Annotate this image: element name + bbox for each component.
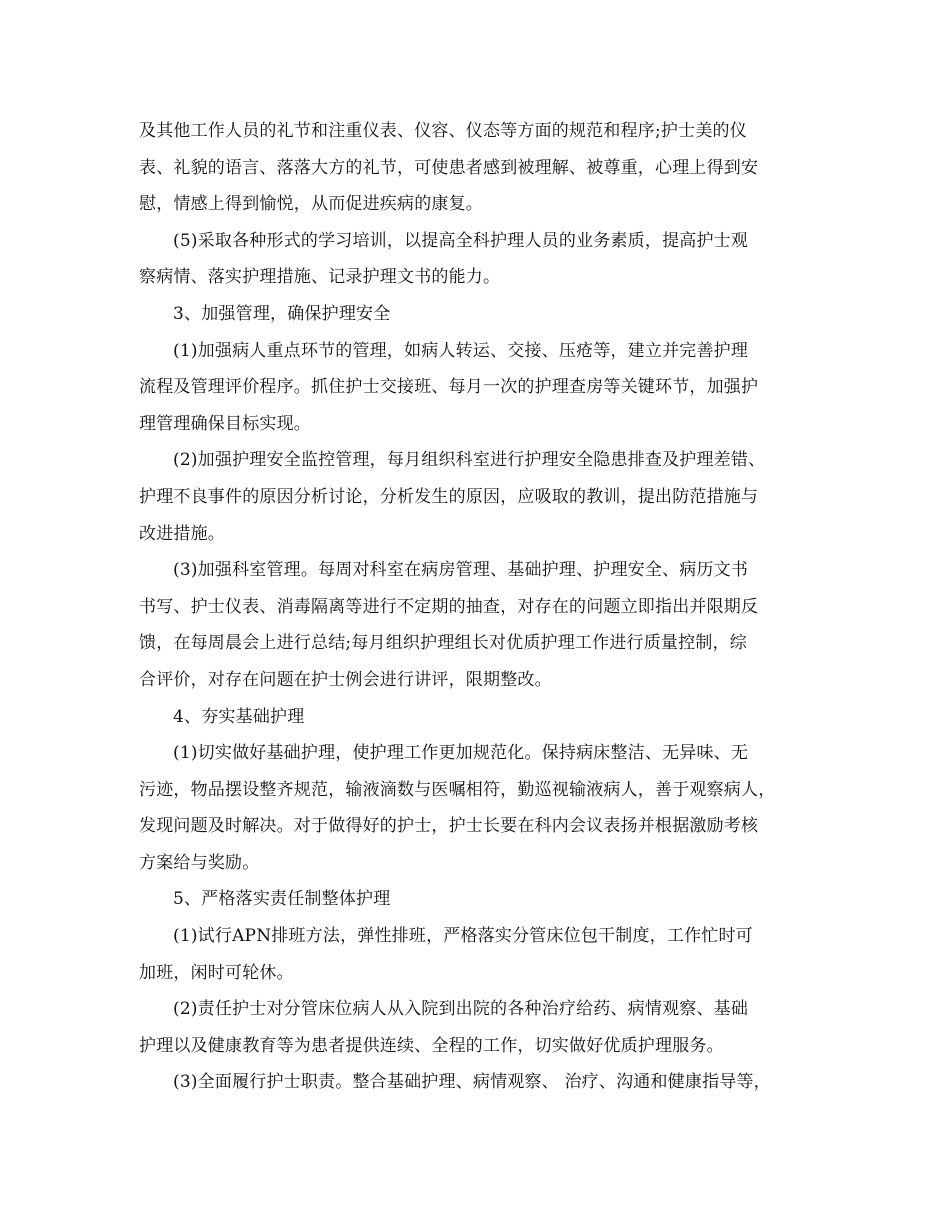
text-line: 流程及管理评价程序。抓住护士交接班、每月一次的护理查房等关键环节，加强护 <box>139 377 759 398</box>
text-line: 合评价，对存在问题在护士例会进行讲评，限期整改。 <box>139 669 552 690</box>
text-line: (1)切实做好基础护理，使护理工作更加规范化。保持病床整洁、无异味、无 <box>173 743 749 764</box>
text-line: (2)责任护士对分管床位病人从入院到出院的各种治疗给药、病情观察、基础 <box>173 999 749 1020</box>
text-line: 书写、护士仪表、消毒隔离等进行不定期的抽查，对存在的问题立即指出并限期反 <box>139 596 759 617</box>
text-line: 察病情、落实护理措施、记录护理文书的能力。 <box>139 267 501 288</box>
text-line: (2)加强护理安全监控管理，每月组织科室进行护理安全隐患排查及护理差错、 <box>173 450 766 471</box>
text-line: (5)采取各种形式的学习培训，以提高全科护理人员的业务素质，提高护士观 <box>173 230 749 251</box>
text-line: 表、礼貌的语言、落落大方的礼节，可使患者感到被理解、被尊重，心理上得到安 <box>139 157 759 178</box>
text-line: 3、加强管理，确保护理安全 <box>173 303 391 324</box>
text-line: 5、严格落实责任制整体护理 <box>173 889 391 910</box>
text-line: 改进措施。 <box>139 523 225 544</box>
text-line: 发现问题及时解决。对于做得好的护士，护士长要在科内会议表扬并根据激励考核 <box>139 816 759 837</box>
text-line: 4、夯实基础护理 <box>173 706 305 727</box>
text-line: (1)加强病人重点环节的管理，如病人转运、交接、压疮等，建立并完善护理 <box>173 340 749 361</box>
text-line: 理管理确保目标实现。 <box>139 413 311 434</box>
text-line: (3)全面履行护士职责。整合基础护理、病情观察、 治疗、沟通和健康指导等， <box>173 1072 771 1093</box>
text-line: (3)加强科室管理。每周对科室在病房管理、基础护理、护理安全、病历文书 <box>173 560 749 581</box>
text-line: 加班，闲时可轮休。 <box>139 962 294 983</box>
text-line: 护理以及健康教育等为患者提供连续、全程的工作，切实做好优质护理服务。 <box>139 1035 724 1056</box>
text-line: 及其他工作人员的礼节和注重仪表、仪容、仪态等方面的规范和程序;护士美的仪 <box>139 121 747 141</box>
text-line: 护理不良事件的原因分析讨论，分析发生的原因，应吸取的教训，提出防范措施与 <box>139 486 759 507</box>
text-line: 慰，情感上得到愉悦，从而促进疾病的康复。 <box>139 194 483 215</box>
text-line: 污迹，物品摆设整齐规范，输液滴数与医嘱相符，勤巡视输液病人，善于观察病人， <box>139 779 776 800</box>
text-line: 方案给与奖励。 <box>139 852 260 873</box>
text-line: 馈，在每周晨会上进行总结;每月组织护理组长对优质护理工作进行质量控制，综 <box>139 633 747 654</box>
document-body <box>139 113 819 1101</box>
text-line: (1)试行APN排班方法，弹性排班，严格落实分管床位包干制度，工作忙时可 <box>173 926 753 947</box>
